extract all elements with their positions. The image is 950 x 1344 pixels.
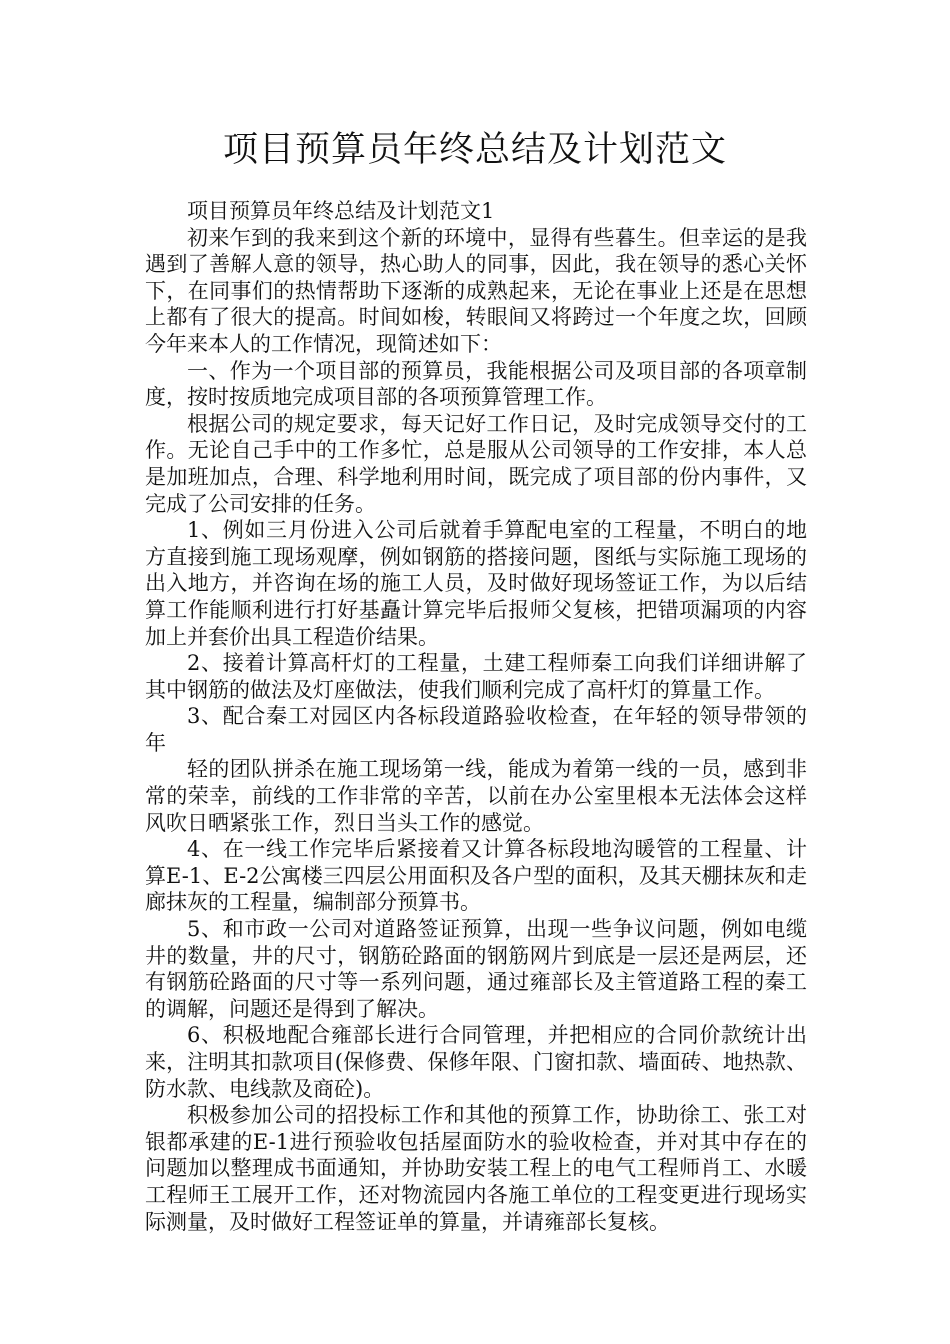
- paragraph-section-1: 一、作为一个项目部的预算员，我能根据公司及项目部的各项章制度，按时按质地完成项目部的各项预算管理工作。: [145, 358, 807, 410]
- document-body: [145, 198, 807, 1235]
- document-subtitle: 项目预算员年终总结及计划范文1: [187, 199, 495, 223]
- paragraph-item-4: 4、在一线工作完毕后紧接着又计算各标段地沟暖管的工程量、计算E-1、E-2公寓楼三四层公用面积及各户型的面积，及其天棚抹灰和走廊抹灰的工程量，编制部分预算书。: [145, 837, 807, 915]
- paragraph-rules: 根据公司的规定要求，每天记好工作日记，及时完成领导交付的工作。无论自己手中的工作多忙，总是服从公司领导的工作安排，本人总是加班加点，合理、科学地利用时间，既完成了项目部的份内事件，又完成了公司安排的任务。: [145, 411, 807, 516]
- paragraph-intro: 初来乍到的我来到这个新的环境中，显得有些暮生。但幸运的是我遇到了善解人意的领导，热心助人的同事，因此，我在领导的悉心关怀下，在同事们的热情帮助下逐渐的成熟起来，无论在事业上还是在思想上都有了很大的提高。时间如梭，转眼间又将跨过一个年度之坎，回顾今年来本人的工作情况，现简述如下：: [145, 225, 807, 356]
- document-title: 项目预算员年终总结及计划范文: [222, 130, 727, 170]
- paragraph-item-6: 6、积极地配合雍部长进行合同管理，并把相应的合同价款统计出来，注明其扣款项目(保修费、保修年限、门窗扣款、墙面砖、地热款、防水款、电线款及商砼)。: [145, 1023, 807, 1101]
- paragraph-item-2: 2、接着计算高杆灯的工程量，土建工程师秦工向我们详细讲解了其中钢筋的做法及灯座做法，使我们顺利完成了高杆灯的算量工作。: [145, 651, 807, 702]
- paragraph-item-3: 3、配合秦工对园区内各标段道路验收检查，在年轻的领导带领的年: [145, 704, 807, 755]
- paragraph-bidding: 积极参加公司的招投标工作和其他的预算工作，协助徐工、张工对银都承建的E-1进行预验收包括屋面防水的验收检查，并对其中存在的问题加以整理成书面通知，并协助安装工程上的电气工程师肖工、水暖工程师王工展开工作，还对物流园内各施工单位的工程变更进行现场实际测量，及时做好工程签证单的算量，并请雍部长复核。: [145, 1103, 807, 1234]
- paragraph-item-1: 1、例如三月份进入公司后就着手算配电室的工程量，不明白的地方直接到施工现场观摩，例如钢筋的搭接问题，图纸与实际施工现场的出入地方，并咨询在场的施工人员，及时做好现场签证工作，为以后结算工作能顺利进行打好基矗计算完毕后报师父复核，把错项漏项的内容加上并套价出具工程造价结果。: [145, 518, 807, 649]
- paragraph-item-3-continued: 轻的团队拼杀在施工现场第一线，能成为着第一线的一员，感到非常的荣幸，前线的工作非常的辛苦，以前在办公室里根本无法体会这样风吹日晒紧张工作，烈日当头工作的感觉。: [145, 757, 807, 835]
- paragraph-item-5: 5、和市政一公司对道路签证预算，出现一些争议问题，例如电缆井的数量，井的尺寸，钢筋砼路面的钢筋网片到底是一层还是两层，还有钢筋砼路面的尺寸等一系列问题，通过雍部长及主管道路工程的秦工的调解，问题还是得到了解决。: [145, 917, 807, 1021]
